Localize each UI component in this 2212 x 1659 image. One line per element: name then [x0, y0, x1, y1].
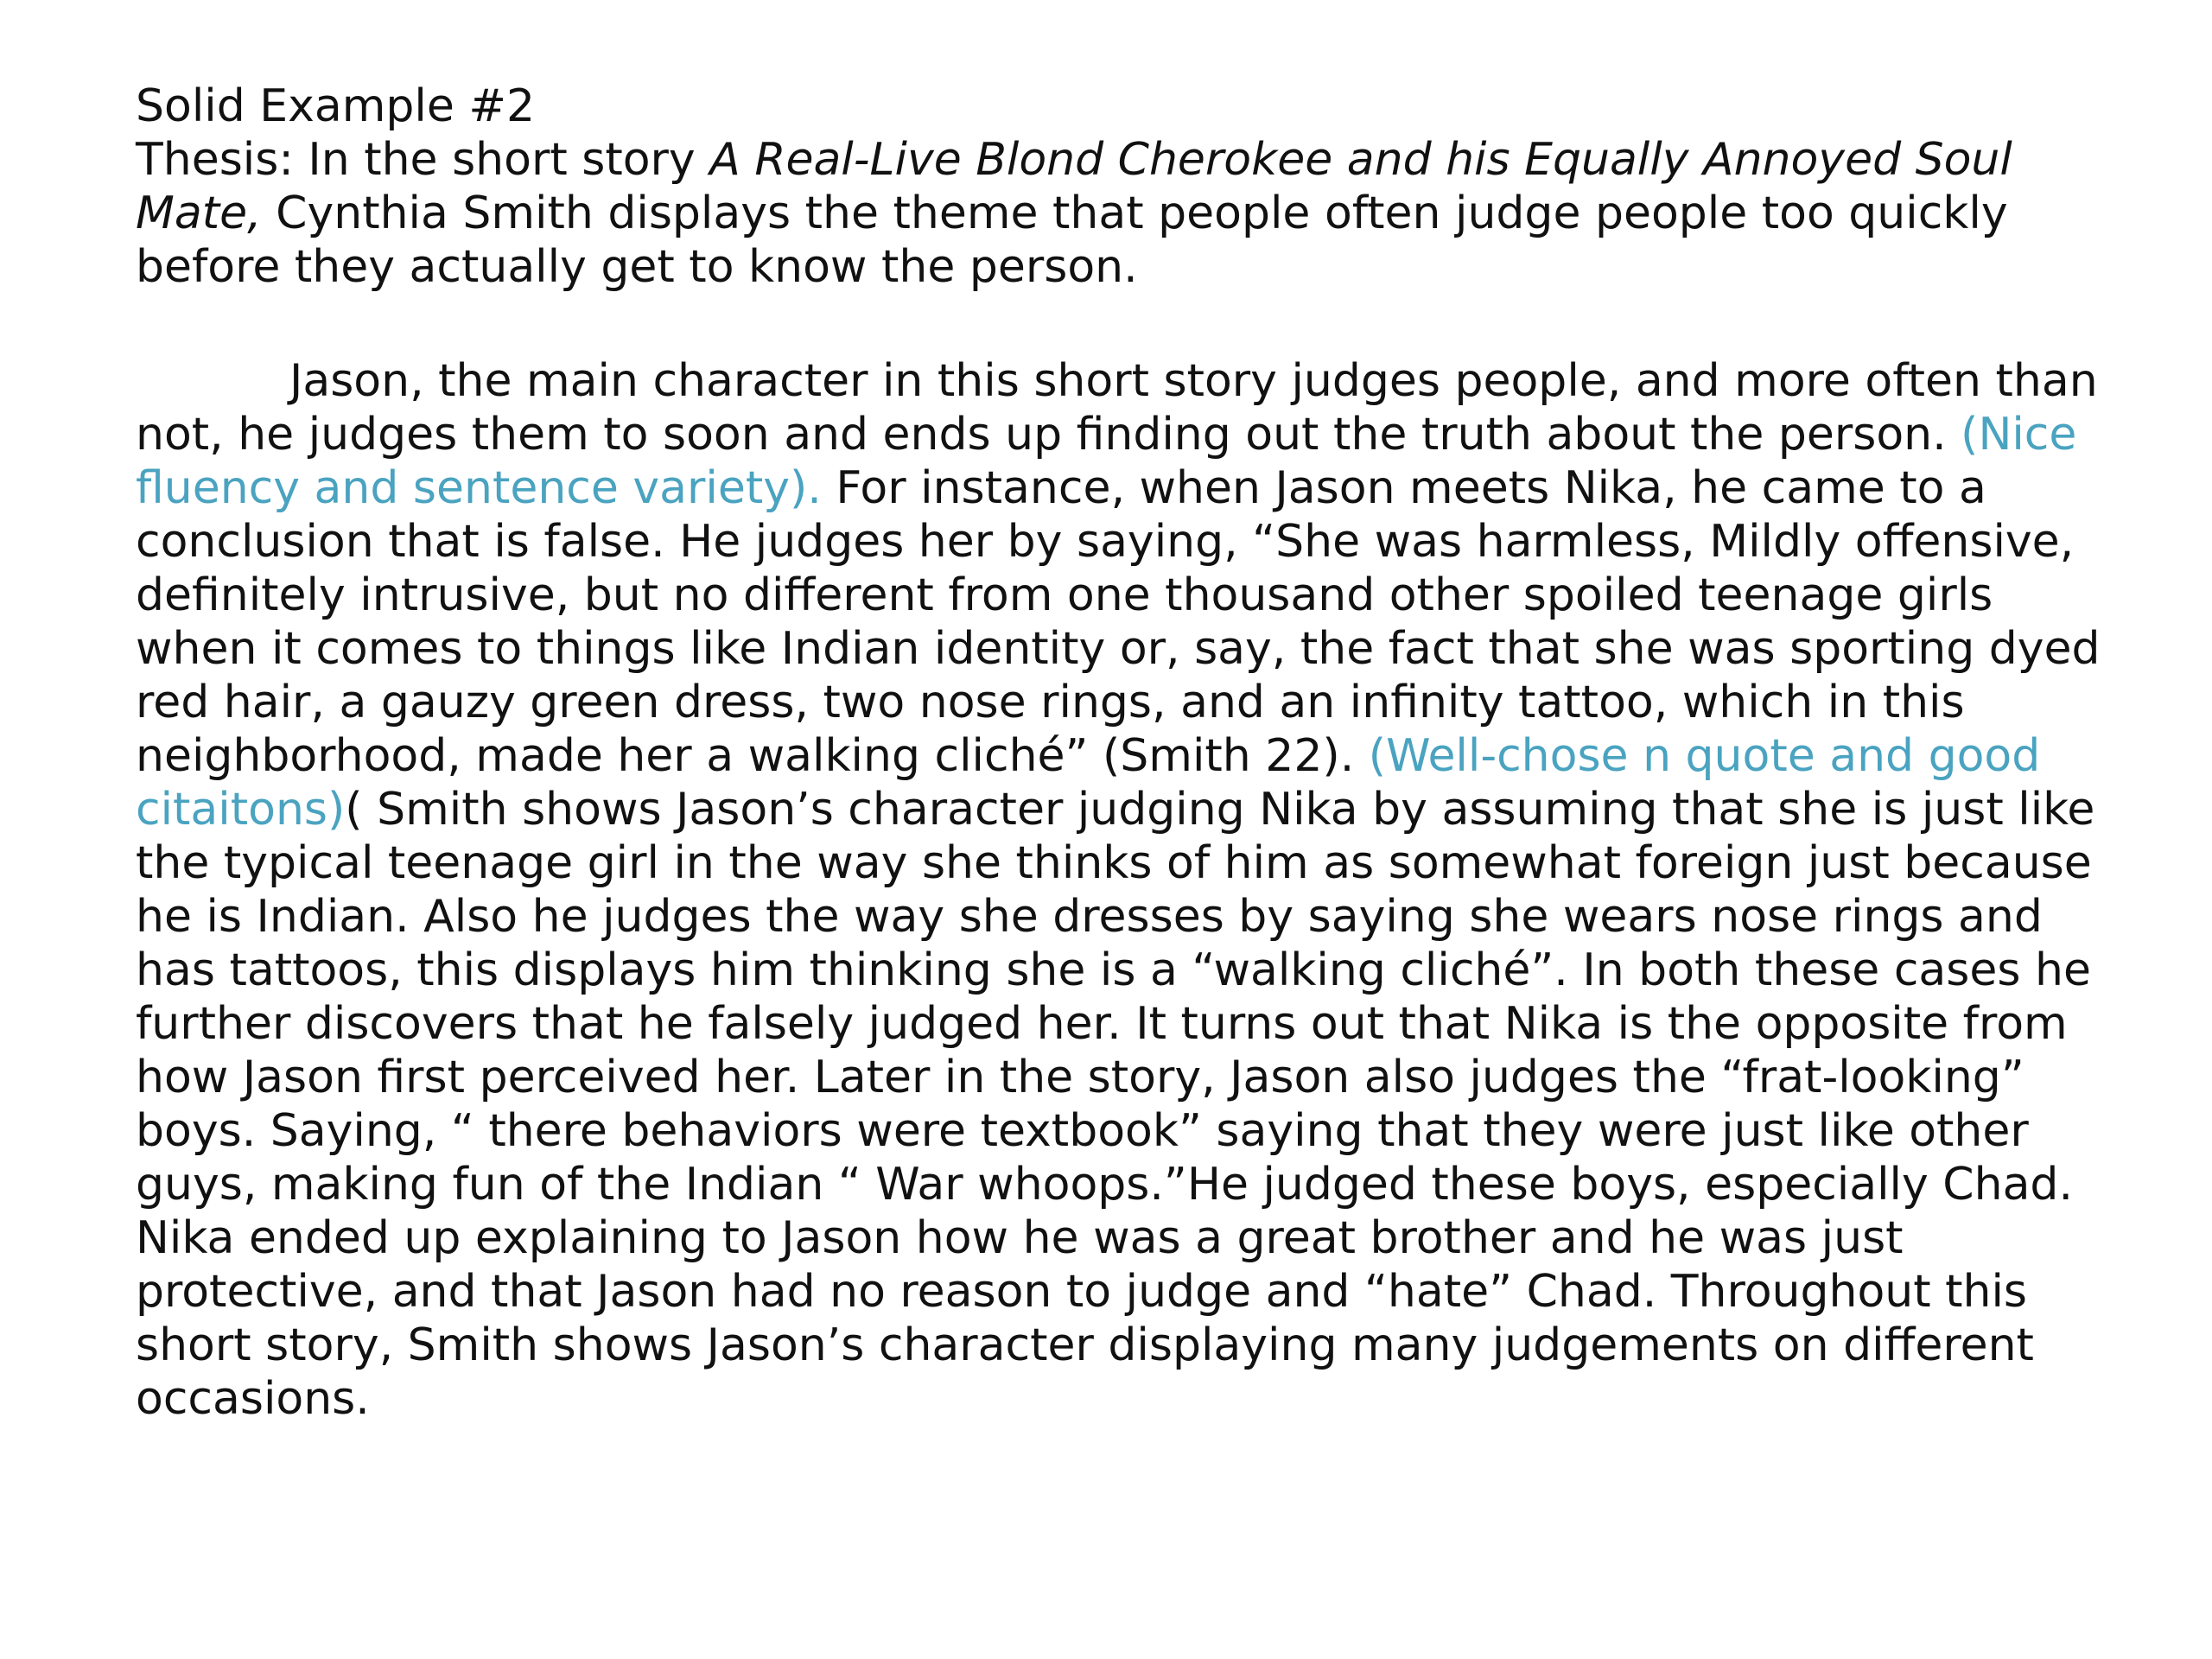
slide-content [136, 79, 2123, 1426]
paragraph-text-2: For instance, when Jason meets Nika, he came to a conclusion that is false. He judges her by saying, “She was harmless, Mildly offensive, definitely intrusive, but no different from one thousand other spoiled teenage girls when it comes to things like Indian identity or, say, the fact that she was sporting dyed red hair, a gauzy green dress, two nose rings, and an infinity tattoo, which in this neighborhood, made her a walking cliché” (Smith 22). [136, 462, 2101, 782]
paragraph-text-3: ( Smith shows Jason’s character judging Nika by assuming that she is just like the typical teenage girl in the way she thinks of him as somewhat foreign just because he is Indian. Also he judges the way she dresses by saying she wears nose rings and has tattoos, this displays him thinking she is a “walking cliché”. In both these cases he further discovers that he falsely judged her. It turns out that Nika is the opposite from how Jason first perceived her. Later in the story, Jason also judges the “frat-looking” boys. Saying, “ there behaviors were textbook” saying that they were just like other guys, making fun of the Indian “ War whoops.”He judged these boys, especially Chad. Nika ended up explaining to Jason how he was a great brother and he was just protective, and that Jason had no reason to judge and “hate” Chad. Throughout this short story, Smith shows Jason’s character displaying many judgements on different occasions. [136, 784, 2095, 1425]
paragraph-text-1: Jason, the main character in this short story judges people, and more often than not, he judges them to soon and ends up finding out the truth about the person. [136, 355, 2098, 461]
thesis-suffix: Cynthia Smith displays the theme that people often judge people too quickly before they actually get to know the person. [136, 188, 2008, 293]
thesis-prefix: Thesis: In the short story [136, 134, 710, 186]
story-title: A Real-Live Blond Cherokee and his Equally Annoyed Soul Mate, [136, 134, 2012, 239]
body-paragraph [136, 354, 2123, 1426]
teacher-comment-1: (Nice fluency and sentence variety). [136, 409, 2077, 514]
teacher-comment-2: (Well-chose n quote and good citaitons) [136, 730, 2041, 836]
slide-heading: Solid Example #2 [136, 80, 536, 132]
thesis-statement [136, 133, 2123, 294]
